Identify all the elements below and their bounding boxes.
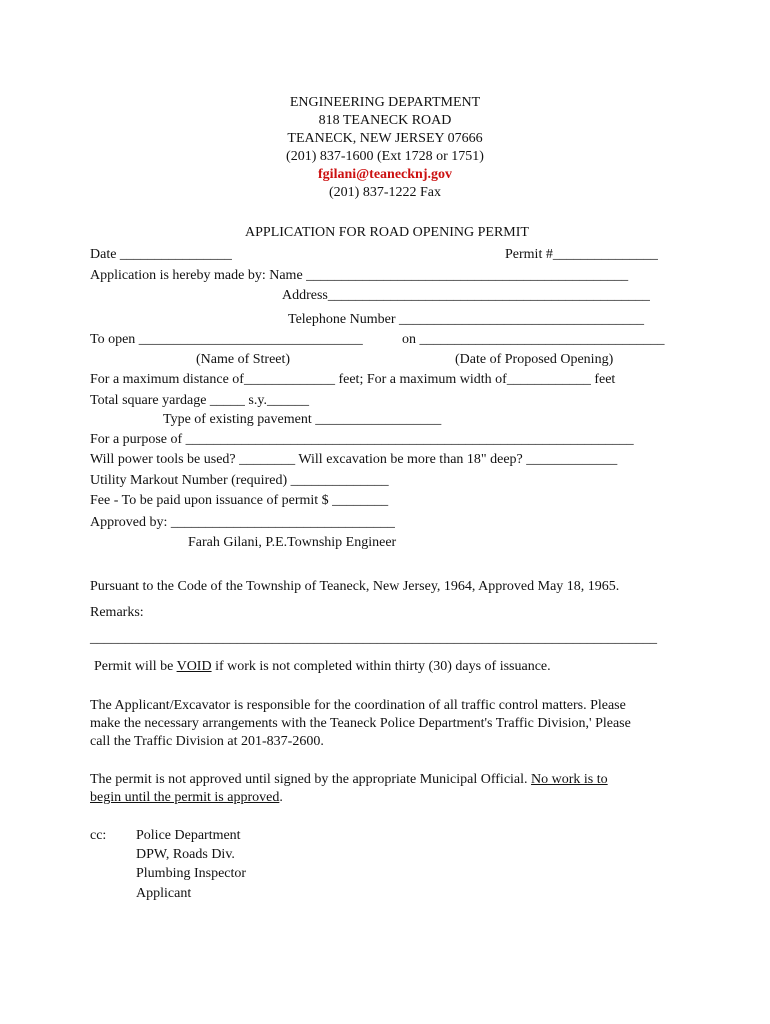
fee-field: Fee - To be paid upon issuance of permit $ ________ [90, 493, 389, 508]
approved-by-field: Approved by: ________________________________ [90, 515, 395, 530]
void-notice-pre: Permit will be [94, 659, 177, 674]
begin-until-approved: begin until the permit is approved [90, 790, 280, 805]
engineer-name: Farah Gilani, P.E.Township Engineer [188, 535, 397, 550]
square-yardage-field: Total square yardage _____ s.y.______ [90, 393, 309, 408]
cc-recipient: Plumbing Inspector [136, 866, 247, 881]
no-work-notice: No work is to [531, 772, 608, 787]
void-notice-post: if work is not completed within thirty (30) days of issuance. [211, 659, 551, 674]
traffic-paragraph-line-3: call the Traffic Division at 201-837-2600. [90, 734, 324, 749]
traffic-paragraph-line-1: The Applicant/Excavator is responsible for the coordination of all traffic control matters. Please [90, 698, 626, 713]
purpose-field: For a purpose of ________________________________________________________________ [90, 432, 634, 447]
applicant-name-field: Application is hereby made by: Name ______________________________________________ [90, 268, 629, 283]
approval-notice-line-1 [90, 771, 608, 788]
cc-recipient: Applicant [136, 886, 192, 901]
phone-number: (201) 837-1600 (Ext 1728 or 1751) [286, 149, 484, 164]
street-to-open-field: To open ________________________________ [90, 332, 363, 347]
permit-number-field: Permit #_______________ [505, 247, 658, 262]
opening-date-field: on ___________________________________ [402, 332, 665, 347]
approval-notice-line-2 [90, 789, 283, 806]
date-field: Date ________________ [90, 247, 232, 262]
void-notice [94, 658, 551, 675]
markout-number-field: Utility Markout Number (required) ______________ [90, 473, 389, 488]
remarks-line: _________________________________________________________________________________ [90, 631, 657, 646]
dimensions-field: For a maximum distance of_____________ feet; For a maximum width of____________ feet [90, 372, 616, 387]
code-statement: Pursuant to the Code of the Township of Teaneck, New Jersey, 1964, Approved May 18, 1965. [90, 579, 620, 594]
department-name: ENGINEERING DEPARTMENT [289, 95, 481, 110]
void-word: VOID [176, 659, 212, 674]
remarks-label: Remarks: [90, 605, 144, 620]
city-state-zip: TEANECK, NEW JERSEY 07666 [287, 131, 483, 146]
approval-period: . [279, 790, 283, 805]
date-caption: (Date of Proposed Opening) [455, 352, 614, 367]
approval-notice-pre: The permit is not approved until signed by the appropriate Municipal Official. [90, 772, 532, 787]
address-field: Address______________________________________________ [282, 288, 650, 303]
telephone-field: Telephone Number ___________________________________ [288, 312, 644, 327]
form-title: APPLICATION FOR ROAD OPENING PERMIT [245, 225, 529, 240]
pavement-type-field: Type of existing pavement __________________ [163, 412, 442, 427]
street-caption: (Name of Street) [196, 352, 291, 367]
cc-recipient: Police Department [136, 828, 241, 843]
power-tools-field: Will power tools be used? ________ Will excavation be more than 18" deep? _____________ [90, 452, 618, 467]
cc-recipient: DPW, Roads Div. [136, 847, 235, 862]
cc-label: cc: [90, 828, 107, 843]
street-address: 818 TEANECK ROAD [318, 113, 452, 128]
email-address[interactable]: fgilani@teanecknj.gov [318, 167, 452, 182]
traffic-paragraph-line-2: make the necessary arrangements with the Teaneck Police Department's Traffic Division,' Please [90, 716, 631, 731]
fax-number: (201) 837-1222 Fax [329, 185, 441, 200]
